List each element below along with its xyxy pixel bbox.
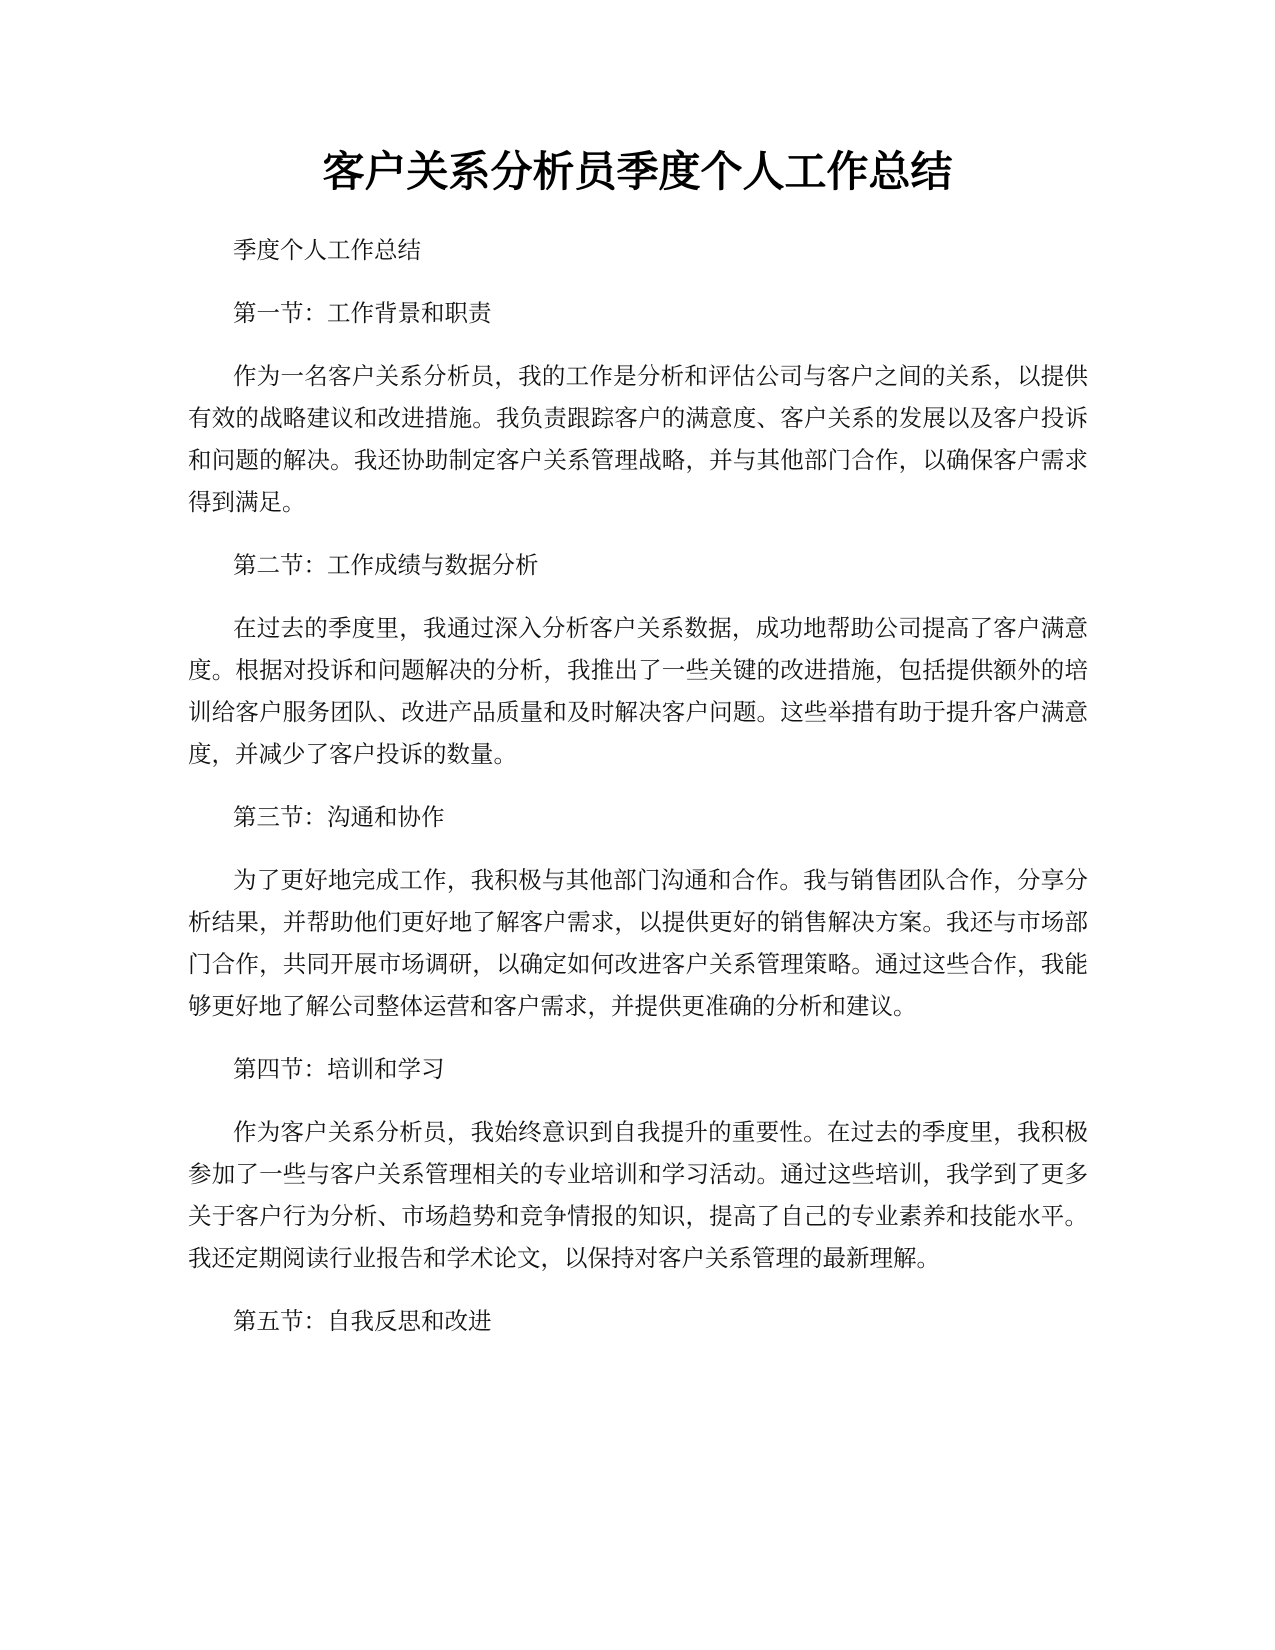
document-subtitle: 季度个人工作总结 — [233, 236, 421, 264]
document-body — [188, 229, 1088, 1342]
section-paragraph-2: 在过去的季度里，我通过深入分析客户关系数据，成功地帮助公司提高了客户满意度。根据对投诉和问题解决的分析，我推出了一些关键的改进措施，包括提供额外的培训给客户服务团队、改进产品质量和及时解决客户问题。这些举措有助于提升客户满意度，并减少了客户投诉的数量。 — [188, 614, 1088, 768]
section-heading-3: 第三节：沟通和协作 — [233, 803, 445, 831]
section-paragraph-1: 作为一名客户关系分析员，我的工作是分析和评估公司与客户之间的关系，以提供有效的战略建议和改进措施。我负责跟踪客户的满意度、客户关系的发展以及客户投诉和问题的解决。我还协助制定客户关系管理战略，并与其他部门合作，以确保客户需求得到满足。 — [188, 362, 1088, 516]
section-heading-5: 第五节：自我反思和改进 — [233, 1307, 492, 1335]
section-paragraph-3: 为了更好地完成工作，我积极与其他部门沟通和合作。我与销售团队合作，分享分析结果，并帮助他们更好地了解客户需求，以提供更好的销售解决方案。我还与市场部门合作，共同开展市场调研，以确定如何改进客户关系管理策略。通过这些合作，我能够更好地了解公司整体运营和客户需求，并提供更准确的分析和建议。 — [188, 866, 1088, 1020]
section-heading-1: 第一节：工作背景和职责 — [233, 299, 492, 327]
section-paragraph-4: 作为客户关系分析员，我始终意识到自我提升的重要性。在过去的季度里，我积极参加了一些与客户关系管理相关的专业培训和学习活动。通过这些培训，我学到了更多关于客户行为分析、市场趋势和竞争情报的知识，提高了自己的专业素养和技能水平。我还定期阅读行业报告和学术论文，以保持对客户关系管理的最新理解。 — [188, 1118, 1088, 1272]
section-heading-4: 第四节：培训和学习 — [233, 1055, 445, 1083]
section-heading-2: 第二节：工作成绩与数据分析 — [233, 551, 539, 579]
document-title: 客户关系分析员季度个人工作总结 — [322, 147, 953, 196]
